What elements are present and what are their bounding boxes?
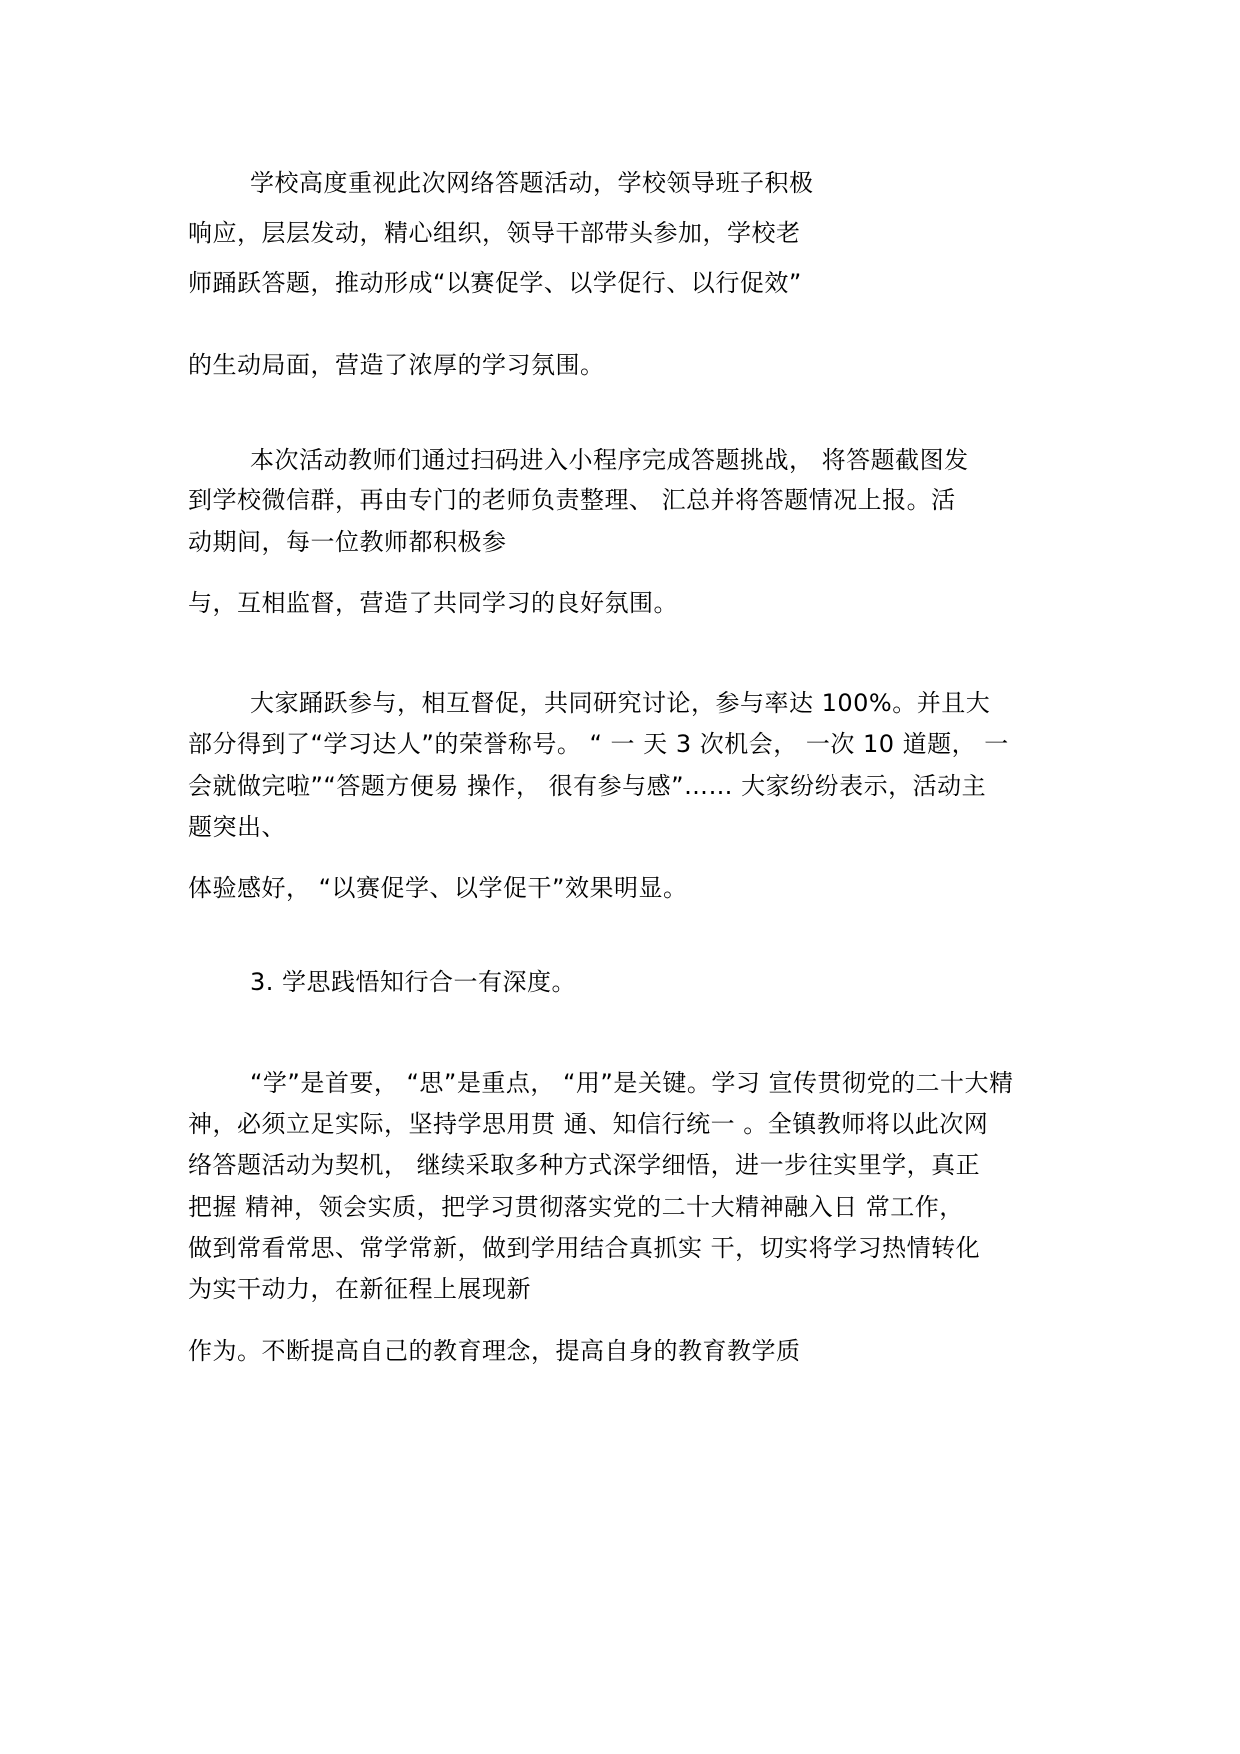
text-line: 动期间，每一位教师都积极参 <box>188 528 507 556</box>
text-line: “学”是首要， “思”是重点， “用”是关键。学习 宣传贯彻党的二十大精 <box>250 1069 1014 1097</box>
section-heading: 3. 学思践悟知行合一有深度。 <box>250 968 577 996</box>
text-line: 学校高度重视此次网络答题活动，学校领导班子积极 <box>250 169 814 197</box>
text-line: 把握 精神，领会实质，把学习贯彻落实党的二十大精神融入日 常工作， <box>188 1193 964 1221</box>
text-line: 作为。不断提高自己的教育理念，提高自身的教育教学质 <box>188 1337 801 1365</box>
text-line: 做到常看常思、常学常新，做到学用结合真抓实 干，切实将学习热情转化 <box>188 1234 981 1262</box>
text-line: 体验感好， “以赛促学、以学促干”效果明显。 <box>188 874 688 902</box>
text-line: 会就做完啦”“答题方便易 操作， 很有参与感”…… 大家纷纷表示，活动主 <box>188 772 987 800</box>
text-line: 络答题活动为契机， 继续采取多种方式深学细悟，进一步往实里学，真正 <box>188 1151 981 1179</box>
text-line: 部分得到了“学习达人”的荣誉称号。 “ 一 天 3 次机会， 一次 10 道题， 一 <box>188 730 1009 758</box>
text-line: 本次活动教师们通过扫码进入小程序完成答题挑战， 将答题截图发 <box>250 446 969 474</box>
text-line: 响应，层层发动，精心组织，领导干部带头参加，学校老 <box>188 219 801 247</box>
text-line: 神，必须立足实际，坚持学思用贯 通、知信行统一 。全镇教师将以此次网 <box>188 1110 989 1138</box>
text-line: 为实干动力，在新征程上展现新 <box>188 1275 531 1303</box>
text-line: 师踊跃答题，推动形成“以赛促学、以学促行、以行促效” <box>188 269 802 297</box>
text-line: 与，互相监督，营造了共同学习的良好氛围。 <box>188 589 678 617</box>
text-line: 题突出、 <box>188 813 286 841</box>
text-line: 大家踊跃参与，相互督促，共同研究讨论，参与率达 100%。并且大 <box>250 689 991 717</box>
text-line: 的生动局面，营造了浓厚的学习氛围。 <box>188 351 605 379</box>
text-line: 到学校微信群，再由专门的老师负责整理、 汇总并将答题情况上报。活 <box>188 486 956 514</box>
